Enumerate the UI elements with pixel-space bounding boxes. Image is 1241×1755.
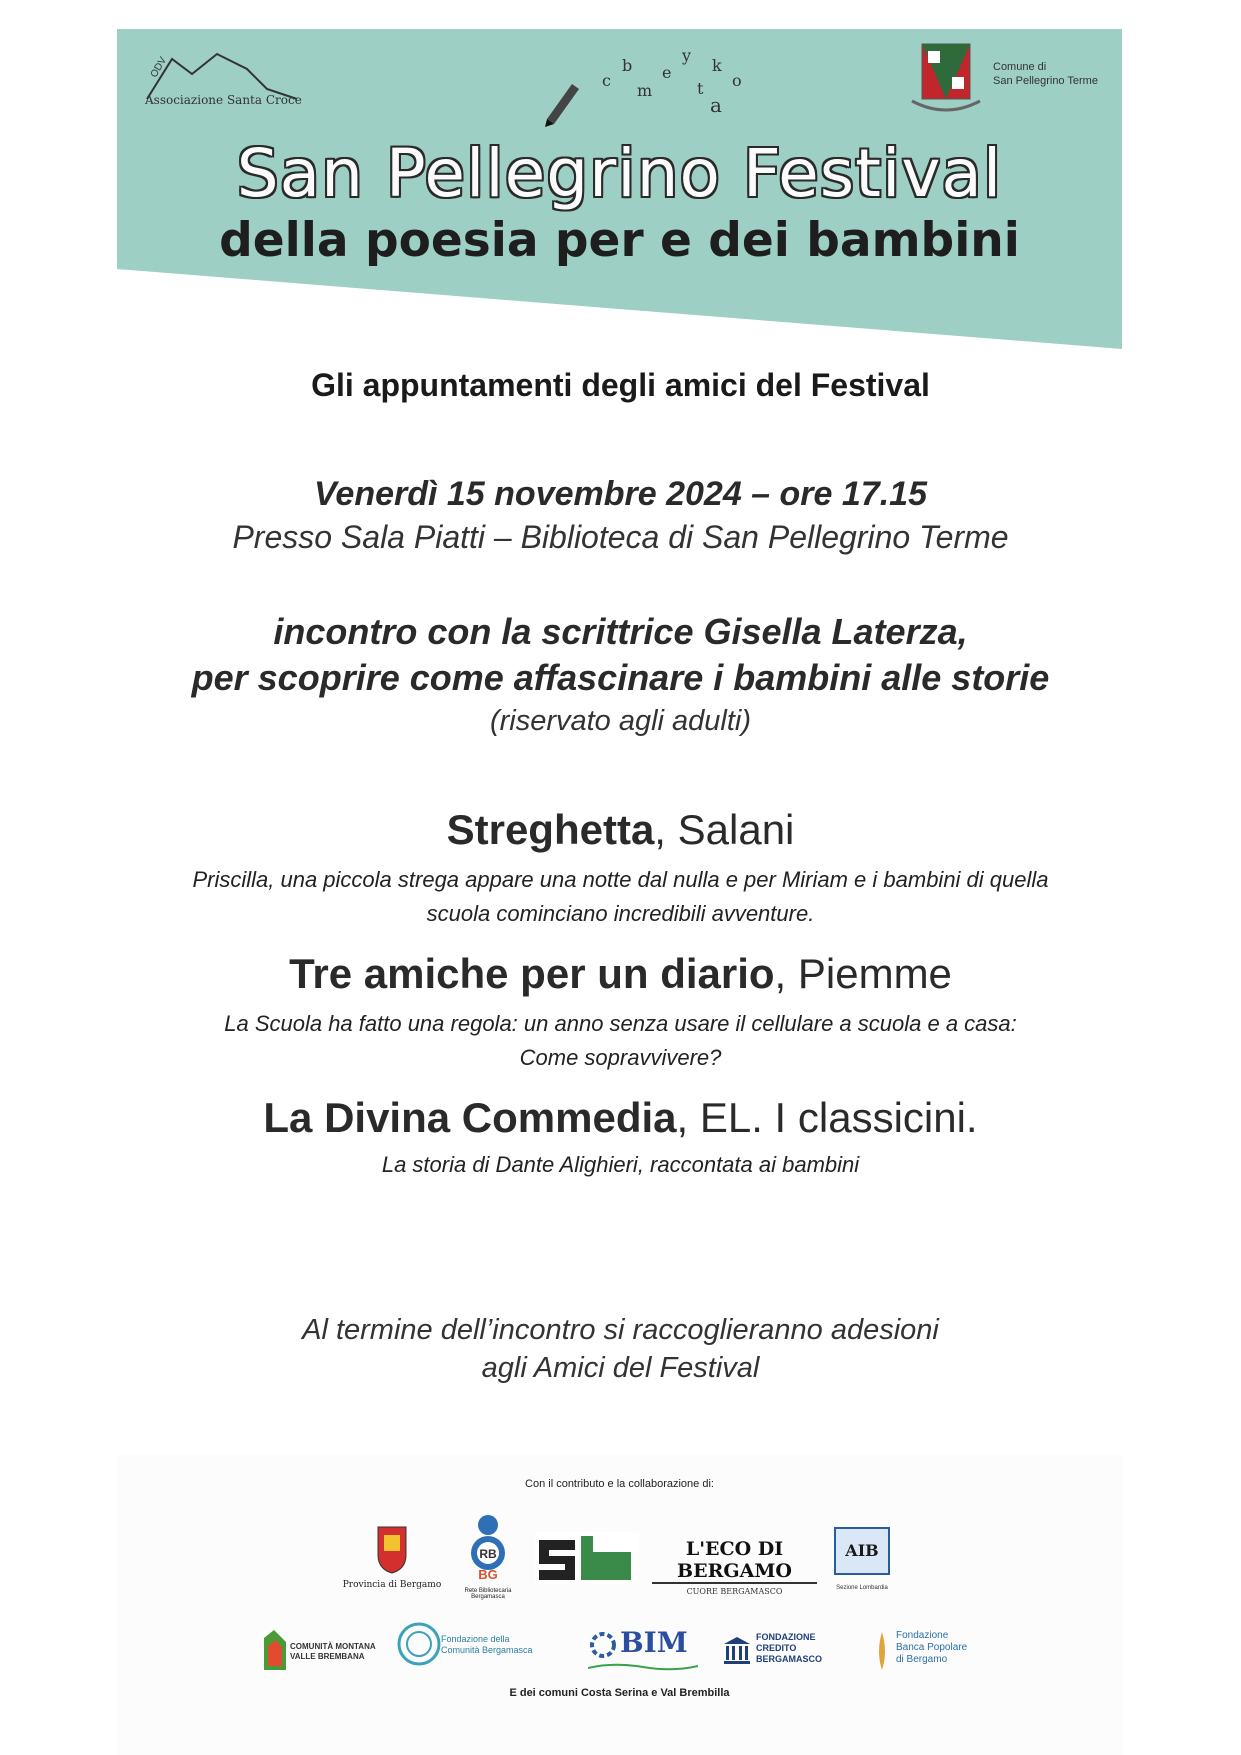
- credito-columns-icon: [722, 1636, 752, 1666]
- book-publisher: , EL. I classicini.: [676, 1094, 978, 1141]
- rb-text: RB: [479, 1547, 497, 1561]
- comune-label: [993, 60, 1098, 88]
- book-publisher: , Piemme: [774, 950, 952, 997]
- credito-line: CREDITO: [756, 1643, 797, 1653]
- sponsor-intro: Con il contributo e la collaborazione di:: [525, 1478, 714, 1490]
- fondazione-comunita-logo: [395, 1620, 545, 1675]
- sb-logo-icon: [535, 1532, 639, 1584]
- comune-line1: Comune di: [993, 61, 1047, 73]
- book-title-1: [0, 806, 1241, 854]
- book-title-3: [0, 1094, 1241, 1142]
- sponsor-footer: E dei comuni Costa Serina e Val Brembilla: [509, 1687, 730, 1699]
- comunita-montana-logo: [262, 1628, 376, 1674]
- comunita-label: COMUNITÀ MONTANA VALLE BREMBANA: [290, 1642, 376, 1661]
- bim-logo: [588, 1620, 698, 1670]
- event-note: (riservato agli adulti): [489, 705, 752, 737]
- fondazione-credito-logo: [722, 1632, 852, 1674]
- eco-title: L'ECO DI BERGAMO: [652, 1538, 817, 1584]
- rete-bibliotecaria-logo: [458, 1513, 518, 1608]
- book-publisher: , Salani: [654, 806, 795, 853]
- aib-subtitle: Sezione Lombardia: [836, 1585, 888, 1591]
- scattered-letters-icon: c b m e y t k o a: [602, 46, 742, 117]
- book-name: Streghetta: [446, 806, 655, 853]
- fondazione-comunita-label: Fondazione della Comunità Bergamasca: [441, 1634, 533, 1655]
- association-name: Associazione Santa Croce: [145, 93, 302, 107]
- credito-line: BERGAMASCO: [756, 1654, 823, 1664]
- sb-logo: [535, 1532, 639, 1589]
- credito-line: FONDAZIONE: [756, 1632, 816, 1642]
- closing-text: [0, 1311, 1241, 1387]
- rete-bibliotecaria-icon: [463, 1513, 513, 1583]
- eco-subtitle: CUORE BERGAMASCO: [686, 1587, 783, 1596]
- provincia-label: Provincia di Bergamo: [342, 1580, 442, 1590]
- eco-di-bergamo-logo: [652, 1538, 817, 1596]
- book-desc-2: [0, 1007, 1241, 1075]
- book-name: La Divina Commedia: [263, 1094, 677, 1141]
- festival-title: San Pellegrino Festival: [236, 135, 1003, 212]
- provincia-shield-icon: [372, 1523, 412, 1575]
- association-tag: ODV: [148, 55, 170, 80]
- event-intro-line1: incontro con la scrittrice Gisella Laterza,: [273, 611, 968, 652]
- book-desc-1: [0, 863, 1241, 931]
- bpb-label: [896, 1630, 967, 1666]
- fondazione-bpb-logo: [872, 1628, 982, 1674]
- closing-line2: agli Amici del Festival: [481, 1352, 760, 1384]
- bim-wave-icon: [588, 1662, 698, 1672]
- bim-text: BIM: [620, 1626, 688, 1659]
- closing-line1: Al termine dell’incontro si raccoglieranno adesioni: [302, 1314, 939, 1346]
- festival-subtitle: della poesia per e dei bambini: [219, 213, 1020, 268]
- event-venue: Presso Sala Piatti – Biblioteca di San Pellegrino Terme: [232, 519, 1009, 555]
- event-date: Venerdì 15 novembre 2024 – ore 17.15: [314, 475, 927, 513]
- book-desc-line: La Scuola ha fatto una regola: un anno senza usare il cellulare a scuola e a casa:: [224, 1011, 1017, 1036]
- book-desc-line: Priscilla, una piccola strega appare una notte dal nulla e per Miriam e i bambini di quella: [192, 867, 1049, 892]
- aib-logo: [832, 1527, 892, 1591]
- bg-text: BG: [478, 1567, 498, 1582]
- fondazione-comunita-icon: [395, 1620, 443, 1668]
- book-desc-line: La storia di Dante Alighieri, raccontata ai bambini: [381, 1152, 860, 1177]
- bpb-line: Fondazione: [896, 1630, 949, 1641]
- comune-line2: San Pellegrino Terme: [993, 75, 1098, 87]
- book-desc-line: Come sopravvivere?: [519, 1045, 722, 1070]
- sponsor-area: [117, 1455, 1122, 1755]
- book-name: Tre amiche per un diario: [289, 950, 775, 997]
- bpb-leaf-icon: [872, 1628, 892, 1672]
- rete-label: Rete Bibliotecaria Bergamasca: [464, 1588, 512, 1600]
- aib-mark: AIB: [834, 1527, 890, 1575]
- credito-label: [756, 1632, 822, 1665]
- bpb-line: di Bergamo: [896, 1654, 948, 1665]
- event-intro-line2: per scoprire come affascinare i bambini alle storie: [191, 657, 1050, 698]
- section-heading: Gli appuntamenti degli amici del Festival: [311, 367, 930, 403]
- bim-wheel-icon: [588, 1630, 618, 1660]
- book-title-2: [0, 950, 1241, 998]
- book-desc-line: scuola cominciano incredibili avventure.: [426, 901, 815, 926]
- comunita-montana-icon: [262, 1628, 288, 1672]
- provincia-logo: [332, 1523, 452, 1593]
- book-desc-3: [0, 1148, 1241, 1182]
- bpb-line: Banca Popolare: [896, 1642, 968, 1653]
